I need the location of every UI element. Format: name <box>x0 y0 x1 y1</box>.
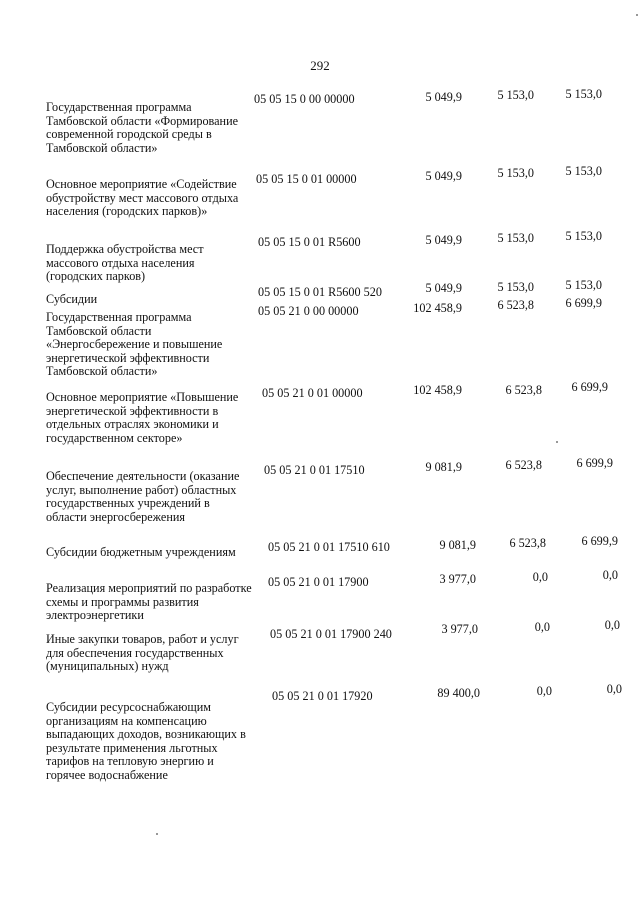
row-value-2: 5 153,0 <box>497 231 534 245</box>
row-code: 05 05 15 0 01 00000 <box>256 172 357 186</box>
row-name: Государственная программа Тамбовской области «Формирование современной городской среды в Тамбовской области» <box>46 100 239 155</box>
row-value-3: 0,0 <box>606 682 622 696</box>
row-value-1: 9 081,9 <box>439 538 476 552</box>
row-value-1: 3 977,0 <box>439 572 476 586</box>
row-name: Государственная программа Тамбовской области «Энергосбережение и повышение энергетической эффективности Тамбовской области» <box>46 310 223 378</box>
row-code: 05 05 15 0 00 00000 <box>254 92 355 106</box>
row-name: Субсидии <box>46 292 98 306</box>
row-name: Основное мероприятие «Повышение энергетической эффективности в отдельных отраслях экономики и государственном секторе» <box>46 390 239 445</box>
row-code: 05 05 21 0 00 00000 <box>258 304 359 318</box>
row-code: 05 05 21 0 01 17510 610 <box>268 540 390 554</box>
row-value-3: 0,0 <box>602 568 618 582</box>
row-code: 05 05 21 0 01 17900 <box>268 575 369 589</box>
scan-speck <box>156 833 158 835</box>
row-value-1: 5 049,9 <box>425 233 462 247</box>
row-value-2: 6 523,8 <box>505 383 542 397</box>
row-code: 05 05 21 0 01 17920 <box>272 689 373 703</box>
row-value-1: 102 458,9 <box>413 383 462 397</box>
row-value-3: 0,0 <box>604 618 620 632</box>
row-value-2: 0,0 <box>534 620 550 634</box>
row-value-2: 5 153,0 <box>497 166 534 180</box>
row-value-2: 5 153,0 <box>497 88 534 102</box>
row-name: Субсидии ресурсоснабжающим организациям на компенсацию выпадающих доходов, возникающих в результате применения льготных тарифов на тепловую энергию и горячее водоснабжение <box>46 700 246 782</box>
row-value-2: 0,0 <box>532 570 548 584</box>
row-value-2: 6 523,8 <box>505 458 542 472</box>
row-value-3: 5 153,0 <box>565 87 602 101</box>
row-value-2: 0,0 <box>536 684 552 698</box>
row-value-3: 6 699,9 <box>565 296 602 310</box>
row-value-2: 5 153,0 <box>497 280 534 294</box>
row-name: Субсидии бюджетным учреждениям <box>46 545 236 559</box>
row-code: 05 05 21 0 01 17900 240 <box>270 627 392 641</box>
row-name: Обеспечение деятельности (оказание услуг, выполнение работ) областных государственных учреждений в области энергосбережения <box>46 469 240 524</box>
row-value-1: 3 977,0 <box>441 622 478 636</box>
row-name: Реализация мероприятий по разработке схемы и программы развития электроэнергетики <box>46 581 252 622</box>
scan-speck <box>636 14 638 16</box>
row-value-2: 6 523,8 <box>509 536 546 550</box>
row-code: 05 05 15 0 01 R5600 520 <box>258 285 382 299</box>
row-value-1: 5 049,9 <box>425 281 462 295</box>
row-value-1: 89 400,0 <box>437 686 480 700</box>
row-value-1: 9 081,9 <box>425 460 462 474</box>
row-code: 05 05 21 0 01 00000 <box>262 386 363 400</box>
row-value-3: 6 699,9 <box>571 380 608 394</box>
row-value-3: 5 153,0 <box>565 278 602 292</box>
row-value-3: 5 153,0 <box>565 229 602 243</box>
row-name: Основное мероприятие «Содействие обустройству мест массового отдыха населения (городских парков)» <box>46 177 239 218</box>
page-number: 292 <box>310 58 330 73</box>
row-value-3: 6 699,9 <box>576 456 613 470</box>
scan-speck <box>556 441 558 443</box>
row-value-3: 6 699,9 <box>581 534 618 548</box>
row-code: 05 05 15 0 01 R5600 <box>258 235 361 249</box>
row-value-2: 6 523,8 <box>497 298 534 312</box>
row-code: 05 05 21 0 01 17510 <box>264 463 365 477</box>
row-name: Иные закупки товаров, работ и услуг для обеспечения государственных (муниципальных) нужд <box>46 632 239 673</box>
row-value-3: 5 153,0 <box>565 164 602 178</box>
row-name: Поддержка обустройства мест массового отдыха населения (городских парков) <box>46 242 204 283</box>
row-value-1: 5 049,9 <box>425 90 462 104</box>
row-value-1: 102 458,9 <box>413 301 462 315</box>
row-value-1: 5 049,9 <box>425 169 462 183</box>
